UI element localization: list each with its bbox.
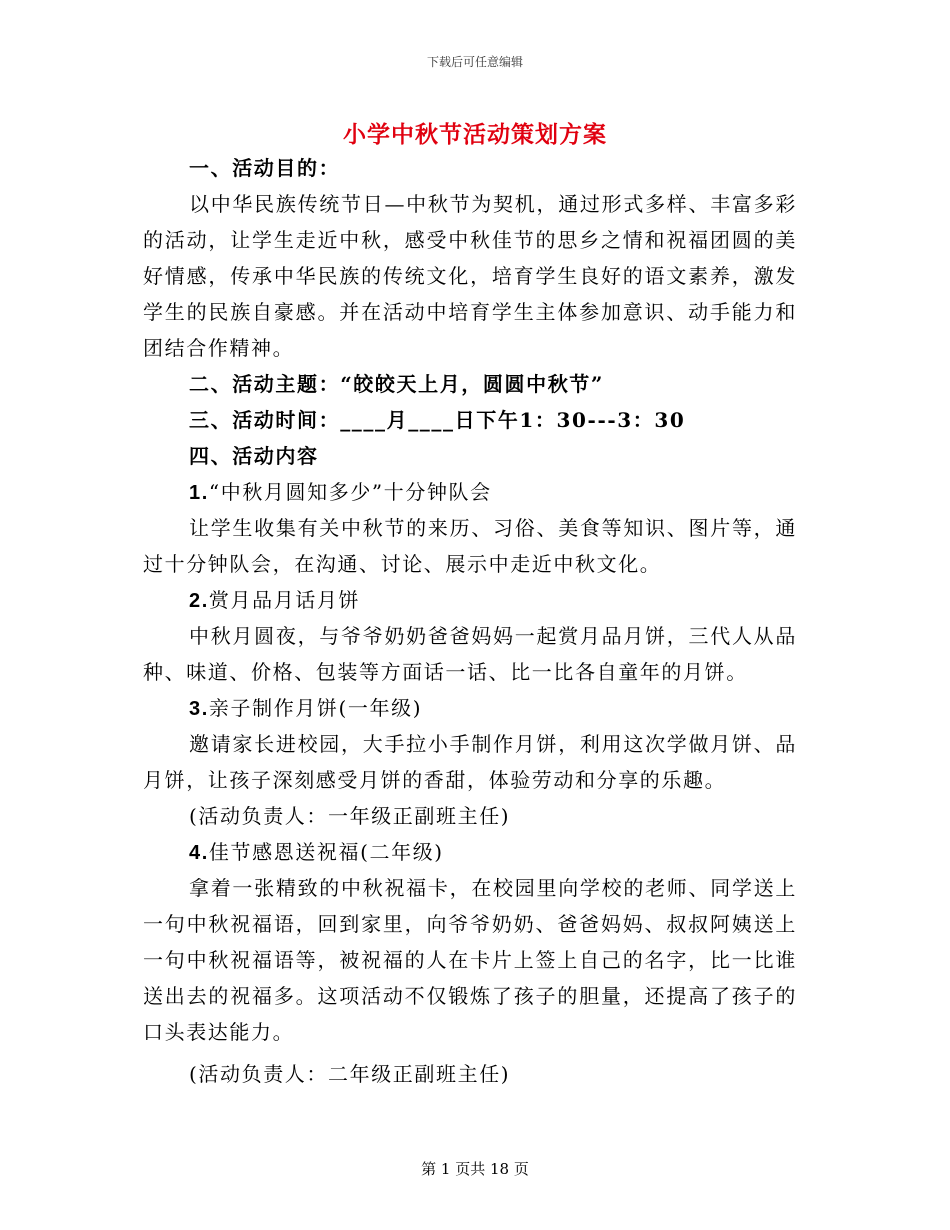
responsible-note: (活动负责人：二年级正副班主任) bbox=[189, 1062, 511, 1086]
item-title bbox=[143, 690, 797, 726]
item-number: 1. bbox=[189, 482, 209, 504]
paragraph-line: 拿着一张精致的中秋祝福卡，在校园里向学校的老师、同学送上 bbox=[189, 876, 797, 900]
paragraph-line: 送出去的祝福多。这项活动不仅锻炼了孩子的胆量，还提高了孩子的 bbox=[143, 984, 797, 1008]
paragraph-line: 一句中秋祝福语等，被祝福的人在卡片上签上自己的名字，比一比谁 bbox=[143, 948, 797, 972]
responsible-note: (活动负责人：一年级正副班主任) bbox=[189, 804, 511, 828]
paragraph-line: 的活动，让学生走近中秋，感受中秋佳节的思乡之情和祝福团圆的美 bbox=[143, 228, 797, 252]
paragraph-line: 团结合作精神。 bbox=[143, 336, 295, 360]
section3-heading: 三、活动时间：____月____日下午1：30---3：30 bbox=[189, 408, 686, 432]
item-number: 3. bbox=[189, 698, 209, 720]
paragraph-line: 让学生收集有关中秋节的来历、习俗、美食等知识、图片等，通 bbox=[189, 516, 797, 540]
page-number: 第 1 页共 18 页 bbox=[421, 1160, 529, 1178]
item-number: 4. bbox=[189, 842, 209, 864]
paragraph-line: 学生的民族自豪感。并在活动中培育学生主体参加意识、动手能力和 bbox=[143, 300, 797, 324]
item-title-text: 亲子制作月饼(一年级) bbox=[208, 696, 423, 720]
paragraph-line: 一句中秋祝福语，回到家里，向爷爷奶奶、爸爸妈妈、叔叔阿姨送上 bbox=[143, 912, 797, 936]
item-title-text: “中秋月圆知多少”十分钟队会 bbox=[208, 480, 492, 504]
item-number: 2. bbox=[189, 590, 209, 612]
document-body bbox=[143, 150, 797, 1092]
item-title-text: 佳节感恩送祝福(二年级) bbox=[208, 840, 444, 864]
paragraph-line: 邀请家长进校园，大手拉小手制作月饼，利用这次学做月饼、品 bbox=[189, 732, 797, 756]
section1-heading: 一、活动目的： bbox=[189, 156, 341, 180]
paragraph-line: 口头表达能力。 bbox=[143, 1020, 295, 1044]
section2-heading: 二、活动主题：“皎皎天上月，圆圆中秋节” bbox=[189, 372, 605, 396]
paragraph-line: 中秋月圆夜，与爷爷奶奶爸爸妈妈一起赏月品月饼，三代人从品 bbox=[189, 624, 797, 648]
item-title bbox=[143, 474, 797, 510]
paragraph-line: 月饼，让孩子深刻感受月饼的香甜，体验劳动和分享的乐趣。 bbox=[143, 768, 727, 792]
item-title-text: 赏月品月话月饼 bbox=[208, 588, 361, 612]
section4-heading: 四、活动内容 bbox=[189, 444, 319, 468]
paragraph-line: 以中华民族传统节日—中秋节为契机，通过形式多样、丰富多彩 bbox=[189, 192, 797, 216]
header-note: 下载后可任意编辑 bbox=[426, 55, 523, 69]
item-title bbox=[143, 834, 797, 870]
item-title bbox=[143, 582, 797, 618]
paragraph-line: 好情感，传承中华民族的传统文化，培育学生良好的语文素养，激发 bbox=[143, 264, 797, 288]
document-title: 小学中秋节活动策划方案 bbox=[343, 121, 607, 148]
paragraph-line: 过十分钟队会，在沟通、讨论、展示中走近中秋文化。 bbox=[143, 552, 662, 576]
paragraph-line: 种、味道、价格、包装等方面话一话、比一比各自童年的月饼。 bbox=[143, 660, 748, 684]
